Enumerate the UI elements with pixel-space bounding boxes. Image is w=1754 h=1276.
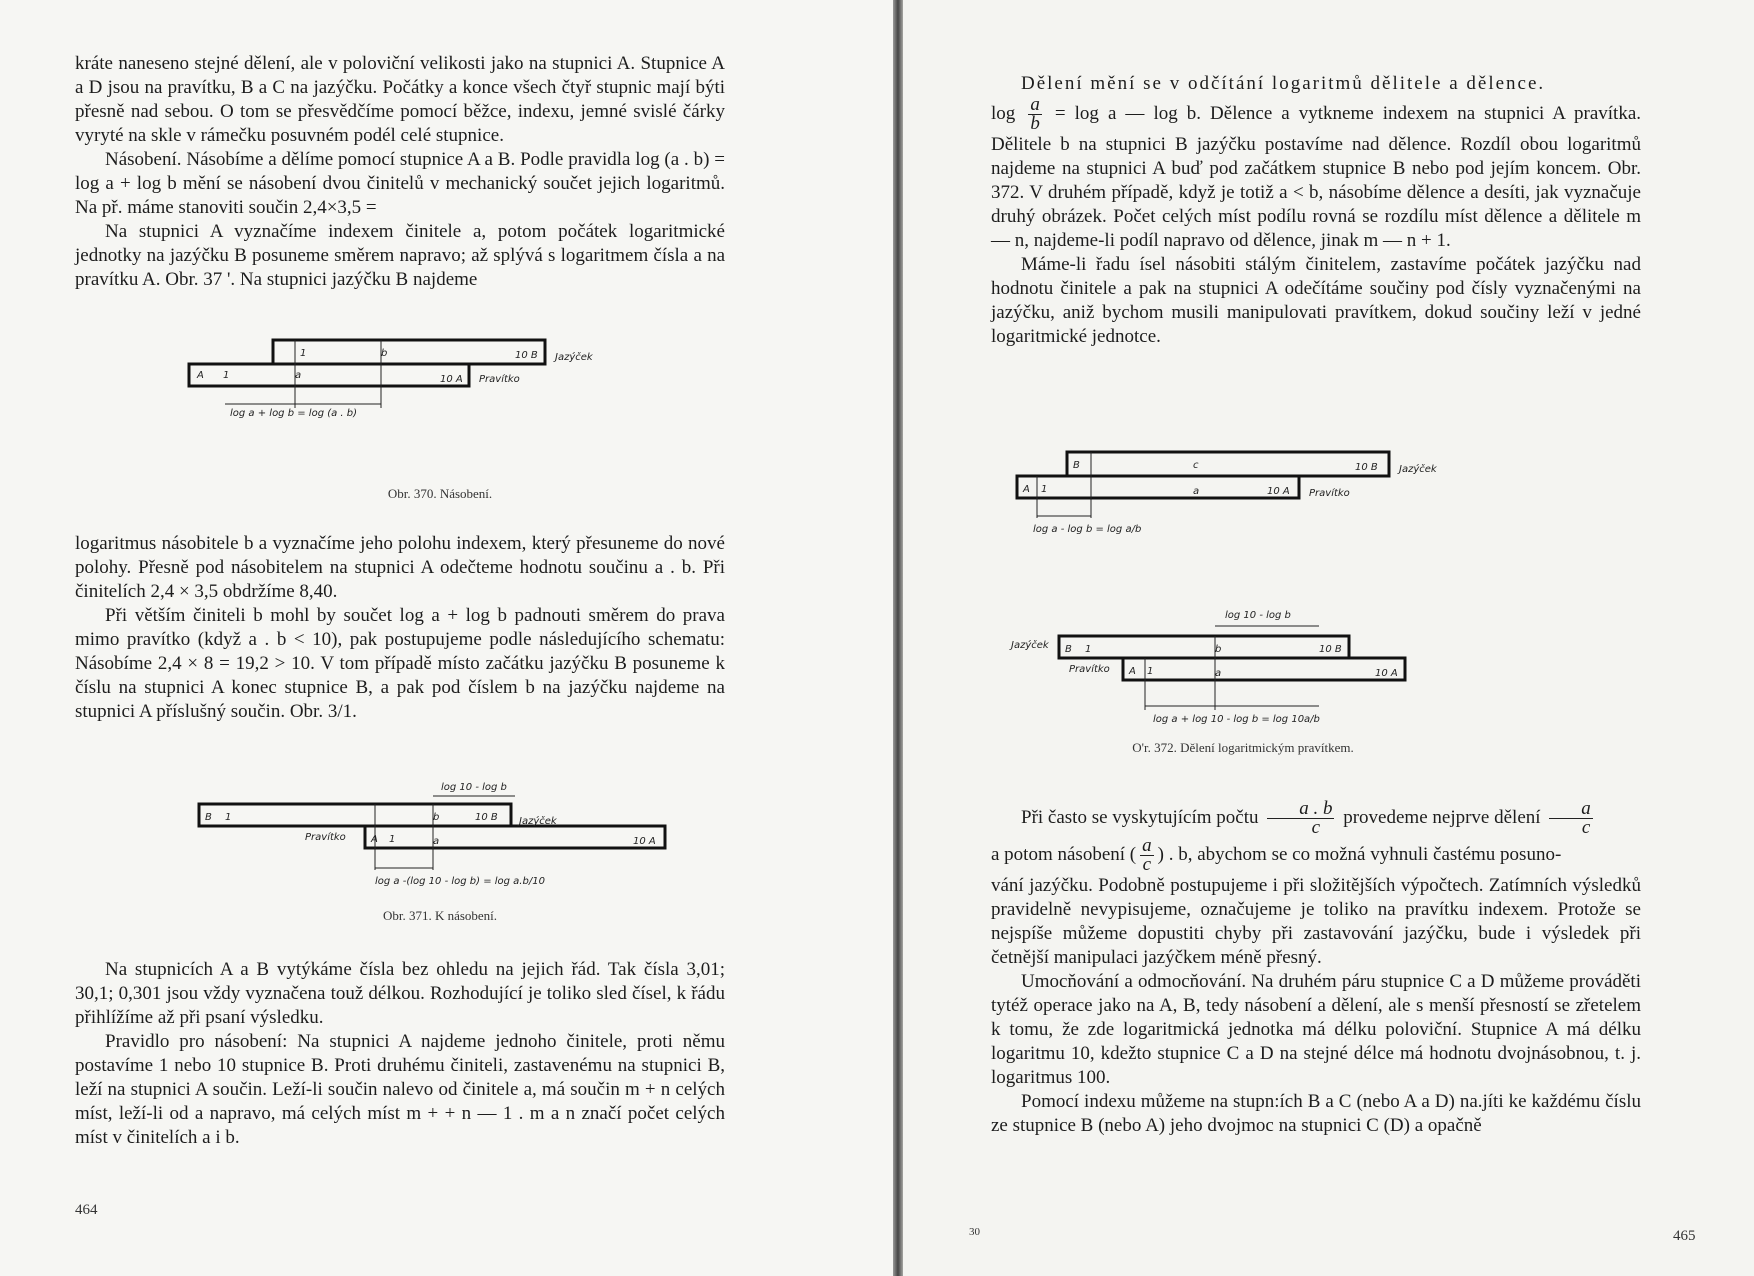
left-text-top (75, 52, 725, 292)
right-text-top (991, 72, 1641, 349)
paragraph: Pravidlo pro násobení: Na stupnici A najdeme jednoho činitele, proti němu postavíme 1 nebo 10 stupnice B. Proti druhému činiteli, zastavenému na stupnici B, leží na stupnici A součin. Leží-li součin nalevo od činitele a, má součin m + n celých míst, leží-li od a napravo, má celých míst m + + n — 1 . m a n značí počet celých míst v činitelích a i b. (75, 1031, 725, 1148)
paragraph: logaritmus násobitele b a vyznačíme jeho polohu indexem, který přesuneme do nové polohy. Přesně pod násobitelem na stupnici A odečteme hodnotu součinu a . b. Při činitelích 2,4 × 3,5 obdržíme 8,40. (75, 533, 725, 602)
fraction: $\frac{a}{c}$ (1549, 800, 1593, 837)
paragraph: vání jazýčku. Podobně postupujeme i při složitějších výpočtech. Zatímních výsledků pravidelně nevypisujeme, označujeme je toliko na pravítku indexem. Protože se nejspíše můžeme dopustiti chyby při zastavování jazýčku, bude i výsledek při četnější manipulaci jazýčkem méně přesný. (991, 875, 1641, 968)
rule-bar (365, 826, 665, 848)
paragraph: Násobení. Násobíme a dělíme pomocí stupnice A a B. Podle pravidla log (a . b) = log a + log b mění se násobení dvou činitelů v mechanický součet jejich logaritmů. Na př. máme stanoviti součin 2,4×3,5 = (75, 149, 725, 218)
fig-label: a (1215, 668, 1222, 679)
left-text-middle (75, 532, 725, 724)
tongue-bar (1067, 452, 1389, 476)
fig-label: 1 (1147, 666, 1154, 677)
fig-label: B (205, 812, 212, 823)
fig-formula: log a + log b = log (a . b) (230, 408, 358, 419)
left-text-bottom (75, 958, 725, 1150)
figure-372-a (1013, 448, 1453, 538)
fig-label: Pravítko (1309, 488, 1350, 499)
rule-bar (1017, 476, 1299, 498)
fraction: $\frac{a . b}{c}$ (1267, 800, 1334, 837)
fig-label: c (1193, 460, 1199, 471)
tongue-bar (1059, 636, 1349, 658)
fig-label: Pravítko (1069, 664, 1110, 675)
fig-label: Jazýček (555, 352, 593, 363)
tongue-bar (273, 340, 545, 364)
signature-mark: 30 (969, 1226, 980, 1238)
fig-label: 10 B (1319, 644, 1342, 655)
fig-label: b (381, 348, 388, 359)
paragraph: Na stupnicích A a B vytýkáme čísla bez ohledu na jejich řád. Tak čísla 3,01; 30,1; 0,301 jsou vždy vyznačena touž délkou. Rozhodující je toliko sled čísel, k řádu přihlížíme až při psaní výsledku. (75, 959, 725, 1028)
fig-label: 1 (1085, 644, 1092, 655)
fig-label: A (197, 370, 204, 381)
fraction: $\frac{a}{c}$ (1142, 835, 1152, 875)
fig-label: Jazýček (1399, 464, 1437, 475)
paragraph: Při větším činiteli b mohl by součet log a + log b padnouti směrem do prava mimo pravítko (když a . b < 10), pak postupujeme podle následujícího schematu: Násobíme 2,4 × 8 = 19,2 > 10. V tom případě místo začátku jazýčku B posuneme k číslu na stupnici A konec stupnice B, a pak pod číslem b na jazýčku najdeme na stupnici A příslušný součin. Obr. 3/1. (75, 605, 725, 722)
fig-label: log 10 - log b (1225, 610, 1291, 621)
fig-label: a (433, 836, 440, 847)
paragraph: Umocňování a odmocňování. Na druhém páru stupnice C a D můžeme prováděti tytéž operace jako na A, B, tedy násobení a dělení, ale s menší přesností se zřetelem k tomu, že zde logaritmická jednotka má délku poloviční. Stupnice A má délku logaritmu 10, kdežto stupnice C a D na stejné délce má hodnotu dvojnásobnou, t. j. logaritmus 100. (991, 971, 1641, 1088)
fig-label: 10 B (1355, 462, 1378, 473)
fig-label: A (371, 834, 378, 845)
fig-label: B (1065, 644, 1072, 655)
page-number: 464 (75, 1202, 98, 1218)
fraction: $\frac{a}{b}$ (1030, 94, 1040, 134)
fig-label: B (1073, 460, 1080, 471)
fig-label: 10 B (515, 350, 538, 361)
page-number: 465 (1673, 1228, 1696, 1244)
book-spine (893, 0, 903, 1276)
paragraph: Pomocí indexu můžeme na stupn:ích B a C (nebo A a D) na.jíti ke každému číslu ze stupnice B (nebo A) jeho dvojmoc na stupnici C (D) a opačně (991, 1091, 1641, 1136)
right-page (903, 0, 1754, 1276)
fig-label: a (1193, 486, 1200, 497)
fig-label: 10 A (1267, 486, 1290, 497)
paragraph: Při často se vyskytujícím počtu $\frac{a . b}{c}$ provedeme nejprve dělení $\frac{a}{c}$ (1021, 798, 1591, 838)
figure-372-b (1003, 606, 1443, 736)
rule-bar (189, 364, 469, 386)
fig-label: 10 B (475, 812, 498, 823)
fig-label: 1 (300, 348, 307, 359)
figure-caption: Obr. 370. Násobení. (387, 486, 493, 501)
fig-label: 1 (225, 812, 232, 823)
right-text-bottom (991, 800, 1641, 1138)
paragraph: Máme-li řadu ísel násobiti stálým činitelem, zastavíme počátek jazýčku nad hodnotu činitele a pak na stupnici A odečítáme součiny pod čísly vyznačenými na jazýčku, aniž bychom musili manipulovati pravítkem, dokud součiny leží v jedné logaritmické jednotce. (991, 254, 1641, 347)
paragraph: Na stupnici A vyznačíme indexem činitele a, potom počátek logaritmické jednotky na jazýčku B posuneme směrem napravo; až splývá s logaritmem čísla a na pravítku A. Obr. 37 '. Na stupnici jazýčku B najdeme (75, 221, 725, 290)
fig-label: log 10 - log b (441, 782, 507, 793)
fig-label: 1 (223, 370, 230, 381)
figure-371 (195, 778, 715, 888)
paragraph: a potom násobení ( $\frac{a}{c}$ ) . b, abychom se co možná vyhnuli častému posuno- (991, 835, 1562, 875)
figure-370 (185, 338, 625, 418)
fig-label: A (1023, 484, 1030, 495)
fig-label: 1 (1041, 484, 1048, 495)
fig-label: 1 (389, 834, 396, 845)
rule-bar (1123, 658, 1405, 680)
fig-formula: log a -(log 10 - log b) = log a.b/10 (375, 876, 545, 887)
fig-label: a (295, 370, 302, 381)
fig-label: Pravítko (479, 374, 520, 385)
fig-formula: log a - log b = log a/b (1033, 524, 1142, 535)
fig-label: b (433, 812, 440, 823)
fig-label: A (1129, 666, 1136, 677)
paragraph: Dělení mění se v odčítání logaritmů dělitele a dělence. (1021, 73, 1546, 94)
fig-label: 10 A (1375, 668, 1398, 679)
fig-label: Jazýček (519, 816, 557, 827)
fig-label: 10 A (440, 374, 463, 385)
fig-label: Pravítko (305, 832, 346, 843)
tongue-bar (199, 804, 511, 826)
fig-label: b (1215, 644, 1222, 655)
fig-label: 10 A (633, 836, 656, 847)
paragraph: log $\frac{a}{b}$ = log a — log b. Dělence a vytkneme indexem na stupnici A pravítka. Dělitele b na stupnici B jazýčku postavíme nad dělence. Rozdíl obou logaritmů najdeme na stupnici A buď pod začátkem stupnice B nebo pod jejím koncem. Obr. 372. V druhém případě, když je totiž a < b, násobíme dělence a desíti, jak vyznačuje druhý obrázek. Počet celých míst podílu rovná se rozdílu míst dělence a dělitele m — n, najdeme-li podíl napravo od dělence, jinak m — n + 1. (991, 94, 1642, 251)
figure-caption: O'r. 372. Dělení logaritmickým pravítkem. (1132, 740, 1354, 755)
fig-formula: log a + log 10 - log b = log 10a/b (1153, 714, 1320, 725)
fig-label: Jazýček (1011, 640, 1049, 651)
paragraph: kráte naneseno stejné dělení, ale v poloviční velikosti jako na stupnici A. Stupnice A a D jsou na pravítku, B a C na jazýčku. Počátky a konce všech čtyř stupnic mají býti přesně nad sebou. O tom se přesvědčíme pomocí běžce, indexu, jemné svislé čárky vyryté na skle v rámečku posuvném podél celé stupnice. (75, 53, 725, 146)
figure-caption: Obr. 371. K násobení. (382, 908, 498, 923)
